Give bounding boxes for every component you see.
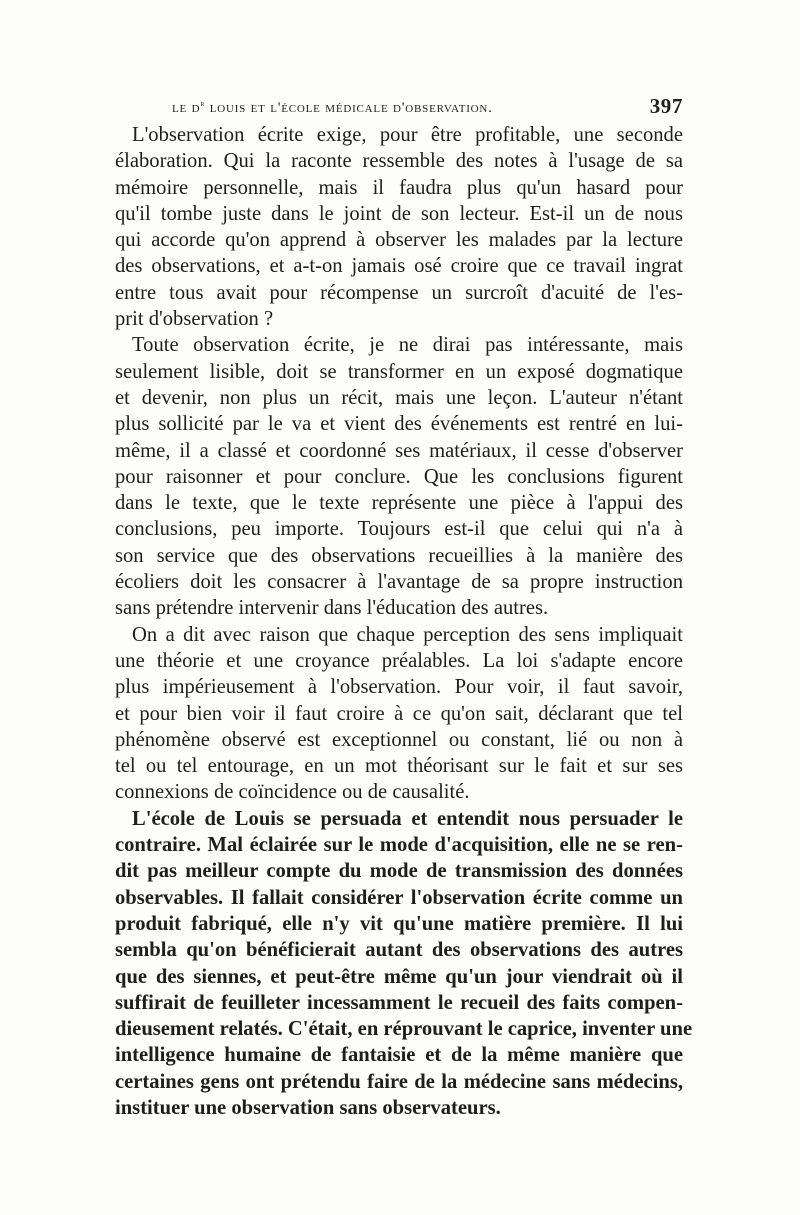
paragraph-1 bbox=[115, 122, 683, 332]
text-line: connexions de coïncidence ou de causalité. bbox=[115, 781, 470, 804]
text-line: contraire. Mal éclairée sur le mode d'acquisition, elle ne se ren- bbox=[115, 834, 683, 857]
text-line: plus sollicité par le va et vient des événements est rentré en lui- bbox=[115, 413, 683, 436]
text-line: sembla qu'on bénéficierait autant des observations des autres bbox=[115, 939, 683, 962]
text-line: des observations, et a-t-on jamais osé croire que ce travail ingrat bbox=[115, 255, 683, 278]
text-line: qui accorde qu'on apprend à observer les malades par la lecture bbox=[115, 229, 683, 252]
text-line: élaboration. Qui la raconte ressemble des notes à l'usage de sa bbox=[115, 150, 683, 173]
text-line: et devenir, non plus un récit, mais une leçon. L'auteur n'étant bbox=[115, 386, 683, 409]
text-line: dieusement relatés. C'était, en réprouvant le caprice, inventer une bbox=[115, 1018, 693, 1041]
text-line: une théorie et une croyance préalables. La loi s'adapte encore bbox=[115, 649, 683, 672]
text-line: et pour bien voir il faut croire à ce qu'on sait, déclarant que tel bbox=[115, 702, 683, 725]
text-line: dans le texte, que le texte représente une pièce à l'appui des bbox=[115, 492, 683, 515]
paragraph-4 bbox=[115, 806, 693, 1122]
text-line: phénomène observé est exceptionnel ou constant, lié ou non à bbox=[115, 728, 683, 751]
text-line: observables. Il fallait considérer l'observation écrite comme un bbox=[115, 886, 683, 909]
text-line: L'école de Louis se persuada et entendit nous persuader le bbox=[132, 807, 683, 830]
text-line: entre tous avait pour récompense un surcroît d'acuité de l'es- bbox=[115, 281, 683, 304]
text-line: conclusions, peu importe. Toujours est-il que celui qui n'a à bbox=[115, 518, 683, 541]
text-line: Toute observation écrite, je ne dirai pas intéressante, mais bbox=[132, 334, 683, 357]
text-line: seulement lisible, doit se transformer en un exposé dogmatique bbox=[115, 360, 683, 383]
text-line: que des siennes, et peut-être même qu'un jour viendrait où il bbox=[115, 965, 683, 988]
paragraph-2 bbox=[115, 332, 683, 621]
text-line: son service que des observations recueillies à la manière des bbox=[115, 544, 683, 567]
text-line: plus impérieusement à l'observation. Pour voir, il faut savoir, bbox=[115, 676, 683, 699]
body-text bbox=[115, 122, 693, 1121]
text-line: dit pas meilleur compte du mode de transmission des données bbox=[115, 860, 683, 883]
text-line: même, il a classé et coordonné ses matériaux, il cesse d'observer bbox=[115, 439, 683, 462]
text-line: tel ou tel entourage, en un mot théorisant sur le fait et sur ses bbox=[115, 755, 683, 778]
text-line: prit d'observation ? bbox=[115, 308, 274, 331]
text-line: certaines gens ont prétendu faire de la médecine sans médecins, bbox=[115, 1070, 683, 1093]
page-number: 397 bbox=[649, 94, 683, 118]
text-line: intelligence humaine de fantaisie et de la même manière que bbox=[115, 1044, 683, 1067]
text-line: pour raisonner et pour conclure. Que les conclusions figurent bbox=[115, 465, 683, 488]
text-line: L'observation écrite exige, pour être profitable, une seconde bbox=[132, 124, 683, 146]
text-line: instituer une observation sans observateurs. bbox=[115, 1096, 501, 1119]
text-line: sans prétendre intervenir dans l'éducation des autres. bbox=[115, 597, 549, 620]
text-line: produit fabriqué, elle n'y vit qu'une matière première. Il lui bbox=[115, 912, 683, 935]
text-line: On a dit avec raison que chaque perception des sens impliquait bbox=[132, 623, 683, 646]
running-head: le $d^r$ louis et l'école médicale d'observation. bbox=[172, 98, 493, 116]
running-head-superscript: r bbox=[200, 98, 206, 108]
paragraph-3 bbox=[115, 622, 683, 806]
page-header bbox=[115, 94, 683, 122]
text-line: mémoire personnelle, mais il faudra plus qu'un hasard pour bbox=[115, 176, 683, 199]
text-line: suffirait de feuilleter incessamment le recueil des faits compen- bbox=[115, 991, 683, 1014]
text-line: qu'il tombe juste dans le joint de son lecteur. Est-il un de nous bbox=[115, 202, 683, 225]
text-line: écoliers doit les consacrer à l'avantage de sa propre instruction bbox=[115, 571, 683, 594]
book-page bbox=[115, 94, 693, 1121]
